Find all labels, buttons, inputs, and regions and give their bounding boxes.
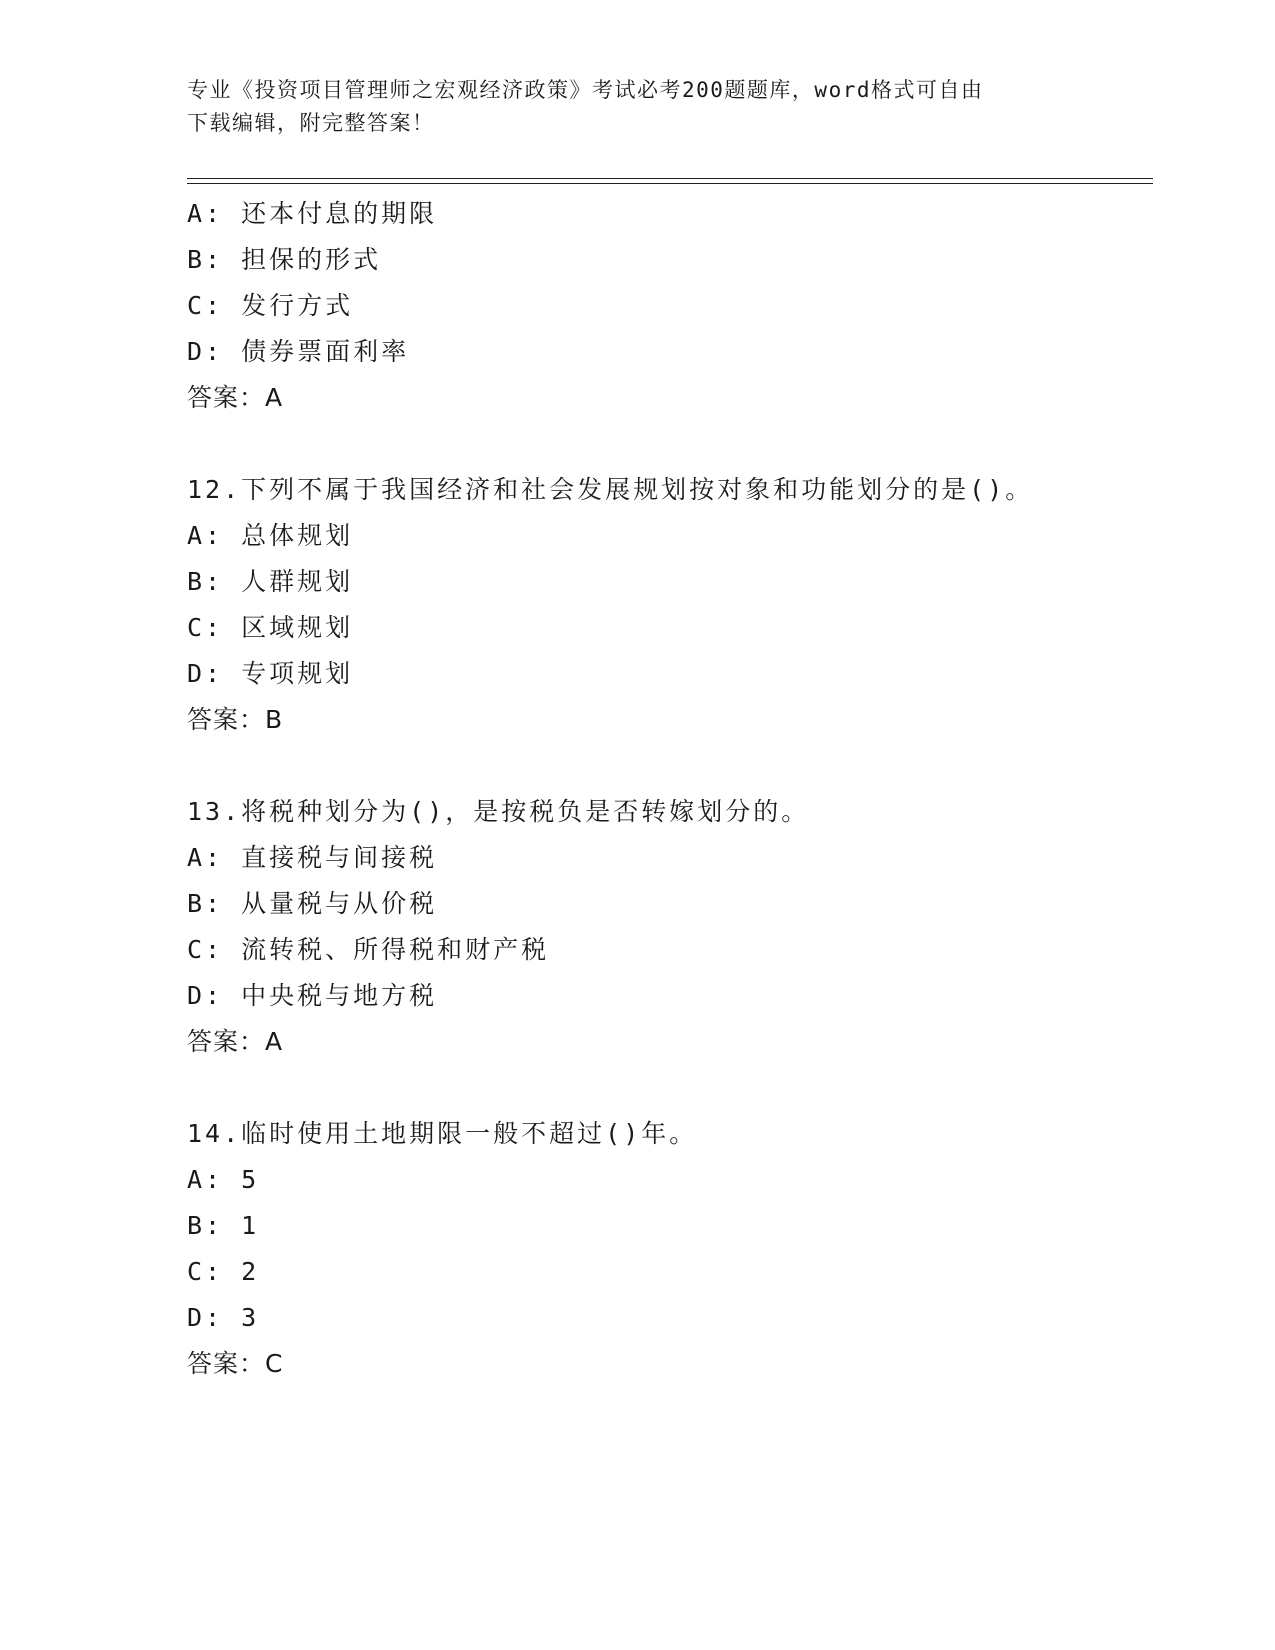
option-c: C: 2: [187, 1257, 260, 1286]
option-a: A: 5: [187, 1165, 260, 1194]
option-a: A: 还本付息的期限: [187, 199, 438, 228]
option-b: B: 人群规划: [187, 567, 354, 596]
answer-line: 答案：A: [187, 383, 284, 412]
option-a: A: 总体规划: [187, 521, 354, 550]
question-text: 14.临时使用土地期限一般不超过()年。: [187, 1119, 698, 1148]
option-c: C: 区域规划: [187, 613, 354, 642]
option-d: D: 债券票面利率: [187, 337, 410, 366]
option-d: D: 专项规划: [187, 659, 354, 688]
question-text: 13.将税种划分为()，是按税负是否转嫁划分的。: [187, 797, 810, 826]
header-line-2: 下载编辑，附完整答案！: [187, 111, 435, 135]
option-c: C: 流转税、所得税和财产税: [187, 935, 550, 964]
option-b: B: 担保的形式: [187, 245, 382, 274]
spacer: [187, 1065, 1153, 1111]
question-block-11: [187, 191, 1153, 421]
question-list: [187, 191, 1153, 1387]
option-a: A: 直接税与间接税: [187, 843, 438, 872]
answer-line: 答案：C: [187, 1349, 284, 1378]
option-b: B: 从量税与从价税: [187, 889, 438, 918]
question-block-13: [187, 789, 1153, 1065]
question-block-14: [187, 1111, 1153, 1387]
answer-line: 答案：B: [187, 705, 284, 734]
header-divider-top: [187, 178, 1153, 179]
question-block-12: [187, 467, 1153, 743]
header-divider-bottom: [187, 183, 1153, 184]
document-header: [187, 74, 1087, 140]
option-d: D: 3: [187, 1303, 260, 1332]
spacer: [187, 421, 1153, 467]
header-line-1: 专业《投资项目管理师之宏观经济政策》考试必考200题题库，word格式可自由: [187, 78, 984, 102]
answer-line: 答案：A: [187, 1027, 284, 1056]
spacer: [187, 743, 1153, 789]
option-d: D: 中央税与地方税: [187, 981, 438, 1010]
option-c: C: 发行方式: [187, 291, 354, 320]
question-text: 12.下列不属于我国经济和社会发展规划按对象和功能划分的是()。: [187, 475, 1034, 504]
option-b: B: 1: [187, 1211, 260, 1240]
